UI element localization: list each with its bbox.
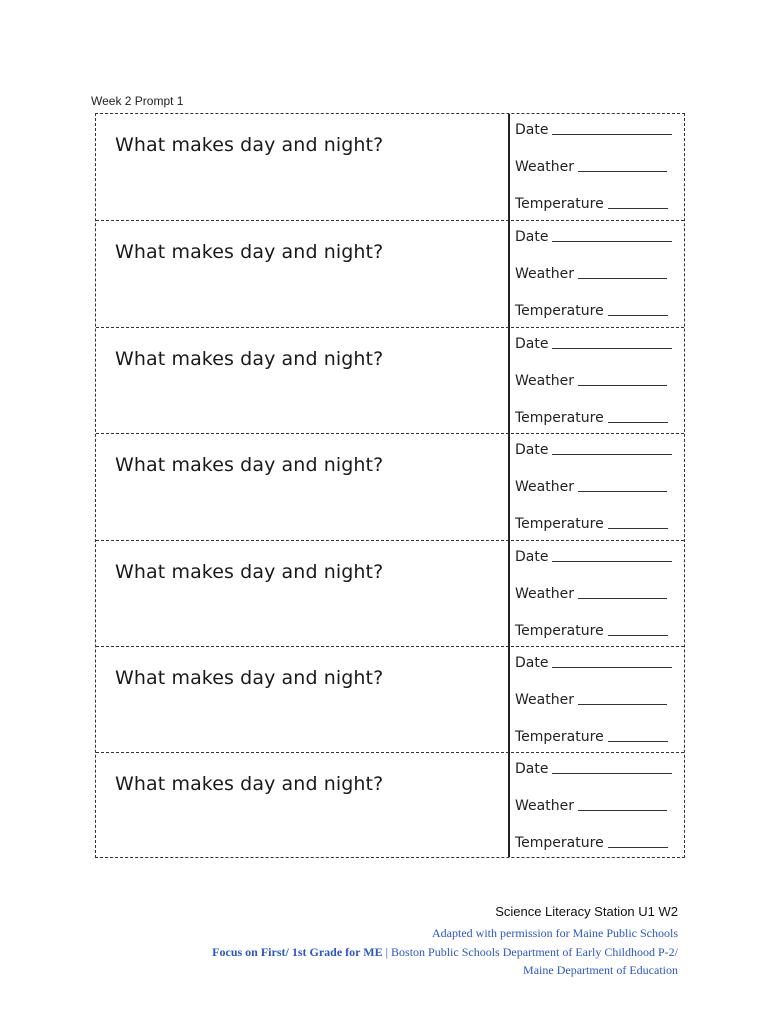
- date-field[interactable]: [515, 336, 672, 352]
- date-blank: [552, 560, 672, 562]
- temperature-blank: [608, 421, 668, 423]
- date-blank: [552, 772, 672, 774]
- temperature-blank: [608, 634, 668, 636]
- weather-blank: [578, 597, 667, 599]
- weather-label: Weather: [515, 479, 574, 496]
- weather-field[interactable]: [515, 479, 667, 495]
- prompt-card: [96, 646, 684, 752]
- date-field[interactable]: [515, 229, 672, 245]
- credit-maine-department: Maine Department of Education: [523, 963, 678, 977]
- prompt-sheet: [95, 113, 685, 858]
- date-label: Date: [515, 548, 549, 565]
- weather-blank: [578, 384, 667, 386]
- date-field[interactable]: [515, 122, 672, 138]
- weather-label: Weather: [515, 372, 574, 389]
- date-field[interactable]: [515, 761, 672, 777]
- date-blank: [552, 666, 672, 668]
- date-label: Date: [515, 655, 549, 671]
- date-field[interactable]: [515, 442, 672, 458]
- weather-field[interactable]: [515, 798, 667, 814]
- question-text: What makes day and night?: [115, 241, 384, 264]
- date-blank: [552, 133, 672, 135]
- prompt-card: [96, 540, 684, 646]
- date-label: Date: [515, 761, 549, 778]
- temperature-field[interactable]: [515, 410, 668, 426]
- temperature-field[interactable]: [515, 516, 668, 532]
- temperature-label: Temperature: [515, 303, 604, 320]
- temperature-blank: [608, 740, 668, 742]
- question-text: What makes day and night?: [115, 347, 384, 370]
- question-text: What makes day and night?: [115, 134, 384, 156]
- date-label: Date: [515, 229, 549, 246]
- weather-blank: [578, 490, 667, 492]
- focus-program-title: Focus on First/ 1st Grade for ME: [212, 945, 383, 959]
- weather-field[interactable]: [515, 692, 667, 708]
- temperature-label: Temperature: [515, 516, 604, 533]
- temperature-field[interactable]: [515, 196, 668, 212]
- date-field[interactable]: [515, 655, 672, 671]
- weather-label: Weather: [515, 798, 574, 815]
- temperature-label: Temperature: [515, 835, 604, 852]
- date-label: Date: [515, 335, 549, 352]
- prompt-card: [96, 114, 684, 220]
- question-text: What makes day and night?: [115, 560, 384, 583]
- weather-blank: [578, 170, 667, 172]
- temperature-field[interactable]: [515, 729, 668, 745]
- question-text: What makes day and night?: [115, 667, 384, 689]
- temperature-label: Temperature: [515, 409, 604, 426]
- temperature-blank: [608, 846, 668, 848]
- prompt-card: [96, 433, 684, 539]
- question-text: What makes day and night?: [115, 454, 384, 477]
- date-label: Date: [515, 122, 549, 138]
- weather-blank: [578, 277, 667, 279]
- date-blank: [552, 453, 672, 455]
- temperature-field[interactable]: [515, 835, 668, 851]
- temperature-blank: [608, 207, 668, 209]
- station-title: Science Literacy Station U1 W2: [495, 904, 678, 919]
- weather-field[interactable]: [515, 373, 667, 389]
- prompt-card: [96, 220, 684, 326]
- weather-field[interactable]: [515, 586, 667, 602]
- prompt-card: [96, 327, 684, 433]
- date-label: Date: [515, 442, 549, 459]
- temperature-field[interactable]: [515, 303, 668, 319]
- date-blank: [552, 240, 672, 242]
- temperature-label: Temperature: [515, 622, 604, 639]
- temperature-blank: [608, 527, 668, 529]
- week-label: Week 2 Prompt 1: [91, 94, 184, 108]
- weather-label: Weather: [515, 266, 574, 283]
- date-blank: [552, 347, 672, 349]
- credit-department: Boston Public Schools Department of Early Childhood P-2/: [391, 945, 678, 959]
- temperature-field[interactable]: [515, 623, 668, 639]
- temperature-label: Temperature: [515, 729, 604, 745]
- prompt-card: [96, 752, 684, 858]
- question-text: What makes day and night?: [115, 773, 384, 796]
- weather-label: Weather: [515, 585, 574, 602]
- weather-blank: [578, 703, 667, 705]
- weather-label: Weather: [515, 692, 574, 708]
- adapted-note: Adapted with permission for Maine Public Schools: [432, 926, 678, 940]
- weather-field[interactable]: [515, 159, 667, 175]
- credit-note: [212, 943, 678, 979]
- temperature-blank: [608, 314, 668, 316]
- weather-field[interactable]: [515, 266, 667, 282]
- credit-separator: |: [382, 945, 392, 959]
- date-field[interactable]: [515, 549, 672, 565]
- weather-blank: [578, 809, 667, 811]
- temperature-label: Temperature: [515, 196, 604, 212]
- weather-label: Weather: [515, 159, 574, 175]
